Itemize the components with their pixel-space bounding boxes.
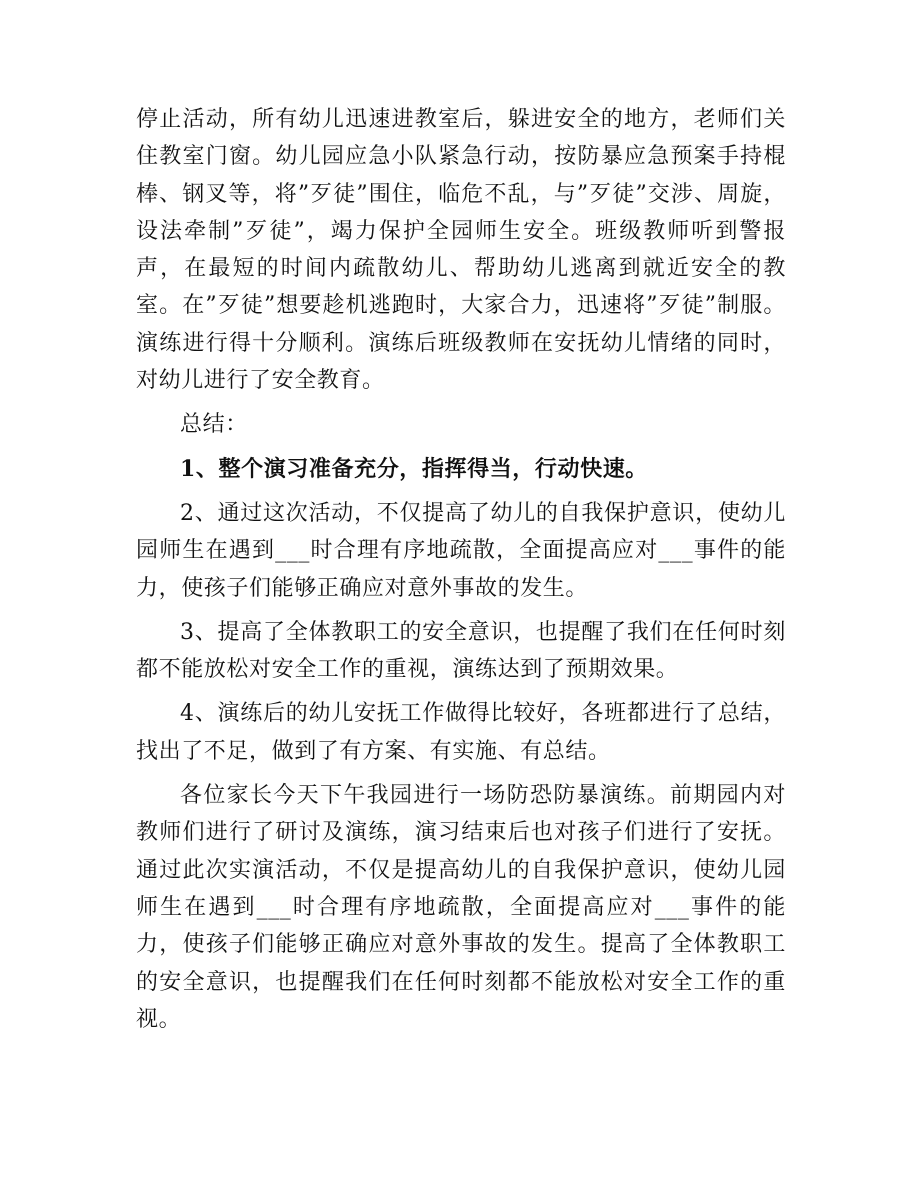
summary-item-4: 4、演练后的幼儿安抚工作做得比较好，各班都进行了总结，找出了不足，做到了有方案、有实施、有总结。 bbox=[136, 701, 786, 764]
document-body bbox=[136, 101, 786, 1038]
summary-item-3: 3、提高了全体教职工的安全意识，也提醒了我们在任何时刻都不能放松对安全工作的重视，演练达到了预期效果。 bbox=[136, 619, 786, 683]
paragraph-drill-description: 停止活动，所有幼儿迅速进教室后，躲进安全的地方，老师们关住教室门窗。幼儿园应急小队紧急行动，按防暴应急预案手持棍棒、钢叉等，将”歹徒”围住，临危不乱，与”歹徒”交涉、周旋，设法牵制”歹徒”，竭力保护全园师生安全。班级教师听到警报声，在最短的时间内疏散幼儿、帮助幼儿逃离到就近安全的教室。在”歹徒”想要趁机逃跑时，大家合力，迅速将”歹徒”制服。演练进行得十分顺利。演练后班级教师在安抚幼儿情绪的同时，对幼儿进行了安全教育。 bbox=[136, 107, 786, 394]
summary-item-2: 2、通过这次活动，不仅提高了幼儿的自我保护意识，使幼儿园师生在遇到___时合理有序地疏散，全面提高应对___事件的能力，使孩子们能够正确应对意外事故的发生。 bbox=[136, 500, 786, 601]
summary-item-1: 1、整个演习准备充分，指挥得当，行动快速。 bbox=[180, 455, 648, 482]
paragraph-parents-notice: 各位家长今天下午我园进行一场防恐防暴演练。前期园内对教师们进行了研讨及演练，演习结束后也对孩子们进行了安抚。通过此次实演活动，不仅是提高幼儿的自我保护意识，使幼儿园师生在遇到___时合理有序地疏散，全面提高应对___事件的能力，使孩子们能够正确应对意外事故的发生。提高了全体教职工的安全意识，也提醒我们在任何时刻都不能放松对安全工作的重视。 bbox=[136, 783, 786, 1032]
summary-heading: 总结： bbox=[180, 412, 248, 438]
